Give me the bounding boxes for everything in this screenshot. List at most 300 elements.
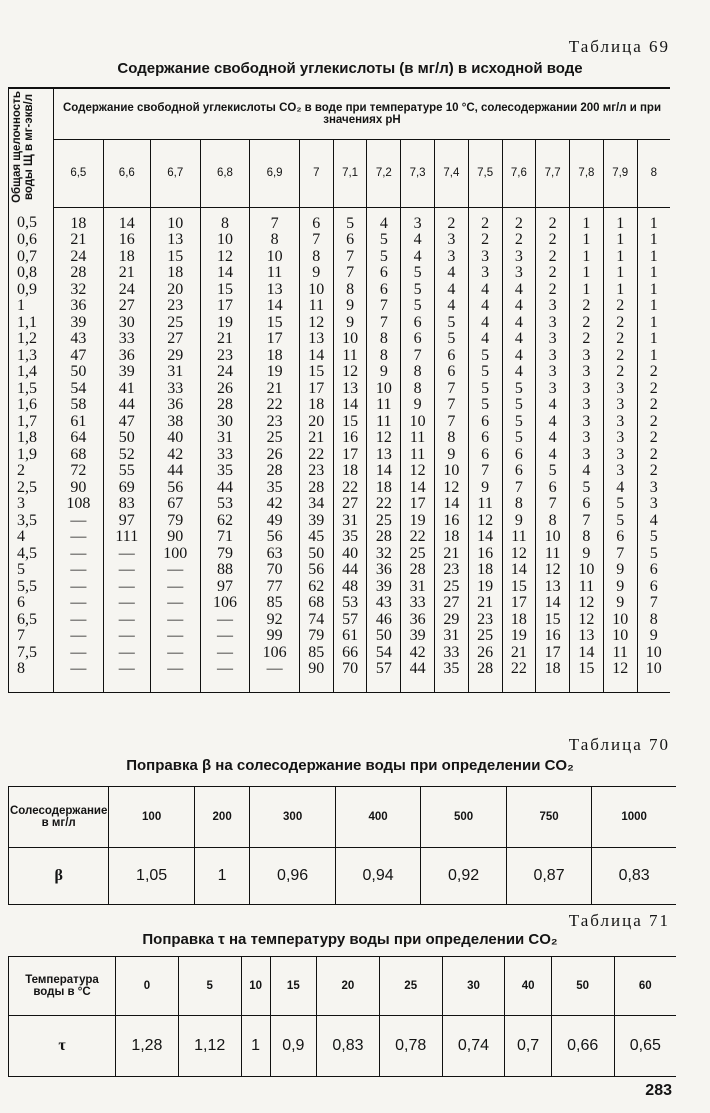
co2-value-cell: 33 xyxy=(434,645,468,662)
co2-value-cell: 18 xyxy=(502,612,536,629)
co2-value-cell: 17 xyxy=(536,645,570,662)
co2-value-cell: 3 xyxy=(434,232,468,249)
co2-value-cell: 35 xyxy=(250,480,300,497)
co2-value-cell: 3 xyxy=(502,249,536,266)
co2-value-cell: 12 xyxy=(468,513,502,530)
temperature-header-cell: 60 xyxy=(614,957,676,1016)
co2-value-cell: 28 xyxy=(367,529,401,546)
co2-value-cell: 33 xyxy=(200,447,250,464)
table-69 xyxy=(8,87,670,693)
alkalinity-cell: 0,8 xyxy=(9,265,54,282)
co2-value-cell: 71 xyxy=(200,529,250,546)
co2-value-cell: 10 xyxy=(299,282,333,299)
co2-value-cell: — xyxy=(200,612,250,629)
co2-value-cell: 2 xyxy=(649,379,658,397)
co2-value-cell: 55 xyxy=(103,463,150,480)
co2-value-cell: 5 xyxy=(502,397,536,414)
co2-value-cell: 85 xyxy=(299,645,333,662)
co2-value-cell: 36 xyxy=(103,348,150,365)
temperature-header-cell: 30 xyxy=(442,957,505,1016)
table-row xyxy=(9,381,671,398)
ph-header-cell: 7,2 xyxy=(367,140,401,207)
co2-value-cell: 4 xyxy=(603,480,637,497)
co2-value-cell: 42 xyxy=(401,645,435,662)
co2-value-cell: 7 xyxy=(434,381,468,398)
table-row xyxy=(9,397,671,414)
co2-value-cell: — xyxy=(54,661,104,692)
co2-value-cell: 31 xyxy=(333,513,367,530)
co2-value-cell: 21 xyxy=(299,430,333,447)
co2-value-cell: 7 xyxy=(570,513,604,530)
co2-value-cell: 31 xyxy=(434,628,468,645)
beta-value-row xyxy=(9,848,677,905)
salinity-header-cell: 300 xyxy=(250,787,335,848)
ph-header-cell: 7,5 xyxy=(468,140,502,207)
table-row xyxy=(9,562,671,579)
co2-value-cell: 56 xyxy=(250,529,300,546)
co2-value-cell: 52 xyxy=(103,447,150,464)
co2-value-cell: 22 xyxy=(333,480,367,497)
co2-value-cell: 11 xyxy=(536,546,570,563)
co2-value-cell: 1 xyxy=(570,207,604,232)
co2-value-cell: 2 xyxy=(570,298,604,315)
co2-value-cell: 4 xyxy=(570,463,604,480)
co2-value-cell: 28 xyxy=(54,265,104,282)
table-row xyxy=(9,579,671,596)
co2-value-cell: 5 xyxy=(502,414,536,431)
alkalinity-cell: 2 xyxy=(9,463,54,480)
co2-value-cell: 2 xyxy=(649,429,658,446)
alkalinity-cell: 6 xyxy=(9,595,54,612)
co2-value-cell: 14 xyxy=(570,645,604,662)
alkalinity-cell: 0,6 xyxy=(9,232,54,249)
co2-value-cell: 7 xyxy=(468,463,502,480)
co2-value-cell: 30 xyxy=(200,414,250,431)
co2-value-cell: 56 xyxy=(150,480,200,497)
co2-value-cell: 2 xyxy=(536,249,570,266)
co2-value-cell: 2 xyxy=(649,412,658,430)
co2-value-cell: 3 xyxy=(502,265,536,282)
co2-content-header: Содержание свободной углекислоты CO₂ в воде при температуре 10 °C, солесодержании 200 мг/л и при значениях pH xyxy=(54,88,671,140)
co2-value-cell: 14 xyxy=(200,265,250,282)
co2-value-cell: 28 xyxy=(468,661,502,692)
co2-value-cell: 14 xyxy=(367,463,401,480)
co2-value-cell: 58 xyxy=(54,397,104,414)
co2-value-cell: — xyxy=(103,628,150,645)
co2-value-cell: 97 xyxy=(200,579,250,596)
co2-value-cell: 8 xyxy=(401,364,435,381)
co2-value-cell: 9 xyxy=(502,513,536,530)
co2-value-cell: 5 xyxy=(401,298,435,315)
co2-value-cell: 7 xyxy=(434,414,468,431)
co2-value-cell: 13 xyxy=(570,628,604,645)
co2-value-cell: 106 xyxy=(200,595,250,612)
co2-value-cell: — xyxy=(150,645,200,662)
co2-value-cell: 3 xyxy=(603,430,637,447)
temperature-header-cell: 40 xyxy=(505,957,551,1016)
table-row xyxy=(9,348,671,365)
table-70 xyxy=(8,786,676,905)
co2-value-cell: 19 xyxy=(468,579,502,596)
table-row xyxy=(9,628,671,645)
co2-value-cell: 3 xyxy=(570,381,604,398)
alkalinity-header: Общая щелочность воды Щ в мг-экв/л xyxy=(9,88,54,207)
co2-value-cell: 4 xyxy=(468,315,502,332)
ph-header-cell: 6,7 xyxy=(150,140,200,207)
co2-value-cell: 18 xyxy=(434,529,468,546)
co2-value-cell: 13 xyxy=(333,381,367,398)
co2-value-cell: 13 xyxy=(150,232,200,249)
ph-header-cell: 7 xyxy=(299,140,333,207)
co2-value-cell: 11 xyxy=(468,496,502,513)
co2-value-cell: 20 xyxy=(299,414,333,431)
co2-value-cell: 4 xyxy=(468,331,502,348)
co2-value-cell: 23 xyxy=(468,612,502,629)
co2-value-cell: 3 xyxy=(603,414,637,431)
ph-header-cell: 6,9 xyxy=(250,140,300,207)
co2-value-cell: 2 xyxy=(536,265,570,282)
co2-value-cell: 11 xyxy=(333,348,367,365)
tau-value-cell: 1 xyxy=(241,1016,270,1077)
co2-value-cell: 4 xyxy=(468,298,502,315)
co2-value-cell: 8 xyxy=(333,282,367,299)
co2-value-cell: 35 xyxy=(200,463,250,480)
co2-value-cell: 18 xyxy=(333,463,367,480)
co2-value-cell: 11 xyxy=(502,529,536,546)
co2-value-cell: 14 xyxy=(103,207,150,232)
co2-value-cell: 14 xyxy=(468,529,502,546)
co2-value-cell: 40 xyxy=(150,430,200,447)
co2-value-cell: 53 xyxy=(200,496,250,513)
ph-header-cell: 6,8 xyxy=(200,140,250,207)
co2-value-cell: 63 xyxy=(250,546,300,563)
co2-value-cell: 32 xyxy=(367,546,401,563)
table-row xyxy=(9,661,671,692)
co2-value-cell: 31 xyxy=(200,430,250,447)
co2-value-cell: 4 xyxy=(401,249,435,266)
co2-value-cell: 67 xyxy=(150,496,200,513)
co2-value-cell: 9 xyxy=(333,298,367,315)
alkalinity-cell: 1,7 xyxy=(9,414,54,431)
co2-value-cell: 19 xyxy=(250,364,300,381)
alkalinity-cell: 6,5 xyxy=(9,612,54,629)
co2-value-cell: — xyxy=(103,661,150,692)
co2-value-cell: 29 xyxy=(150,348,200,365)
co2-value-cell: 3 xyxy=(536,298,570,315)
salinity-header-cell: 750 xyxy=(506,787,591,848)
co2-value-cell: — xyxy=(150,579,200,596)
co2-value-cell: 25 xyxy=(367,513,401,530)
co2-value-cell: 4 xyxy=(536,414,570,431)
co2-value-cell: 12 xyxy=(401,463,435,480)
co2-value-cell: 18 xyxy=(536,661,570,692)
co2-value-cell: 3 xyxy=(536,348,570,365)
co2-value-cell: 21 xyxy=(502,645,536,662)
co2-value-cell: 3 xyxy=(570,364,604,381)
co2-value-cell: 4 xyxy=(502,315,536,332)
alkalinity-cell: 1,2 xyxy=(9,331,54,348)
table-70-label: Таблица 70 xyxy=(568,735,670,754)
co2-value-cell: 12 xyxy=(333,364,367,381)
salinity-header-cell: 200 xyxy=(194,787,250,848)
co2-value-cell: 8 xyxy=(502,496,536,513)
alkalinity-cell: 4,5 xyxy=(9,546,54,563)
alkalinity-cell: 3 xyxy=(9,496,54,513)
co2-value-cell: 2 xyxy=(649,363,658,380)
co2-value-cell: 1 xyxy=(603,249,637,266)
co2-value-cell: — xyxy=(54,513,104,530)
co2-value-cell: 13 xyxy=(250,282,300,299)
co2-value-cell: 11 xyxy=(401,447,435,464)
co2-value-cell: 50 xyxy=(54,364,104,381)
co2-value-cell: 50 xyxy=(367,628,401,645)
co2-value-cell: 36 xyxy=(54,298,104,315)
co2-value-cell: 6 xyxy=(333,232,367,249)
co2-value-cell: 4 xyxy=(536,430,570,447)
co2-value-cell: 33 xyxy=(103,331,150,348)
co2-value-cell: 3 xyxy=(649,478,658,496)
co2-value-cell: 17 xyxy=(401,496,435,513)
co2-value-cell: 4 xyxy=(367,207,401,232)
table-row xyxy=(9,480,671,497)
co2-value-cell: 56 xyxy=(299,562,333,579)
co2-value-cell: 7 xyxy=(250,207,300,232)
alkalinity-cell: 0,5 xyxy=(9,207,54,232)
table-row xyxy=(9,298,671,315)
co2-value-cell: 14 xyxy=(434,496,468,513)
co2-value-cell: 5 xyxy=(468,397,502,414)
co2-value-cell: 47 xyxy=(103,414,150,431)
tau-value-cell: 1,12 xyxy=(178,1016,241,1077)
co2-value-cell: 1 xyxy=(649,346,658,364)
tau-value-cell: 0,78 xyxy=(379,1016,442,1077)
co2-value-cell: 85 xyxy=(250,595,300,612)
co2-value-cell: 12 xyxy=(434,480,468,497)
co2-value-cell: 44 xyxy=(200,480,250,497)
co2-value-cell: 45 xyxy=(299,529,333,546)
co2-value-cell: 16 xyxy=(333,430,367,447)
beta-value-cell: 0,96 xyxy=(250,848,335,905)
alkalinity-cell: 2,5 xyxy=(9,480,54,497)
co2-value-cell: 7 xyxy=(367,298,401,315)
co2-value-cell: 3 xyxy=(570,414,604,431)
alkalinity-cell: 7 xyxy=(9,628,54,645)
tau-value-cell: 0,65 xyxy=(629,1037,661,1054)
co2-value-cell: 21 xyxy=(250,381,300,398)
tau-symbol: τ xyxy=(9,1016,116,1077)
co2-value-cell: 77 xyxy=(250,579,300,596)
tau-value-cell: 0,74 xyxy=(442,1016,505,1077)
co2-value-cell: — xyxy=(150,628,200,645)
co2-value-cell: — xyxy=(54,612,104,629)
co2-value-cell: 54 xyxy=(367,645,401,662)
co2-value-cell: 2 xyxy=(468,207,502,232)
co2-value-cell: 88 xyxy=(200,562,250,579)
co2-value-cell: 7 xyxy=(434,397,468,414)
co2-value-cell: 1 xyxy=(570,232,604,249)
co2-value-cell: 19 xyxy=(401,513,435,530)
co2-value-cell: 18 xyxy=(468,562,502,579)
co2-value-cell: 18 xyxy=(250,348,300,365)
table-row xyxy=(9,265,671,282)
co2-value-cell: 10 xyxy=(250,249,300,266)
alkalinity-cell: 5 xyxy=(9,562,54,579)
table-row xyxy=(9,612,671,629)
co2-value-cell: 7 xyxy=(401,348,435,365)
co2-value-cell: 15 xyxy=(502,579,536,596)
co2-value-cell: 10 xyxy=(367,381,401,398)
co2-value-cell: — xyxy=(54,595,104,612)
co2-value-cell: 35 xyxy=(333,529,367,546)
co2-value-cell: 27 xyxy=(333,496,367,513)
tau-value-cell: 0,7 xyxy=(505,1016,551,1077)
alkalinity-cell: 5,5 xyxy=(9,579,54,596)
co2-value-cell: 1 xyxy=(649,297,658,314)
co2-value-cell: 5 xyxy=(603,513,637,530)
co2-value-cell: 11 xyxy=(367,397,401,414)
co2-value-cell: — xyxy=(103,579,150,596)
co2-value-cell: 11 xyxy=(250,265,300,282)
co2-value-cell: 5 xyxy=(603,496,637,513)
co2-value-cell: 43 xyxy=(54,331,104,348)
co2-value-cell: 2 xyxy=(468,232,502,249)
co2-value-cell: — xyxy=(54,529,104,546)
co2-value-cell: 108 xyxy=(54,496,104,513)
table-69-label: Таблица 69 xyxy=(568,37,670,56)
table-70-title: Поправка β на солесодержание воды при определении CO₂ xyxy=(126,757,574,774)
co2-value-cell: 13 xyxy=(536,579,570,596)
co2-value-cell: 42 xyxy=(250,496,300,513)
co2-value-cell: 3 xyxy=(649,495,658,512)
co2-value-cell: 27 xyxy=(103,298,150,315)
co2-value-cell: 4 xyxy=(401,232,435,249)
co2-value-cell: 3 xyxy=(536,315,570,332)
co2-value-cell: 25 xyxy=(250,430,300,447)
ph-header-cell: 7,3 xyxy=(401,140,435,207)
co2-value-cell: 9 xyxy=(401,397,435,414)
co2-value-cell: 9 xyxy=(603,562,637,579)
co2-value-cell: 1 xyxy=(570,282,604,299)
table-row xyxy=(9,282,671,299)
co2-value-cell: 28 xyxy=(299,480,333,497)
co2-value-cell: 23 xyxy=(434,562,468,579)
co2-value-cell: 4 xyxy=(502,298,536,315)
alkalinity-cell: 1,9 xyxy=(9,447,54,464)
co2-value-cell: 6 xyxy=(299,207,333,232)
co2-value-cell: 10 xyxy=(434,463,468,480)
co2-value-cell: 2 xyxy=(649,462,658,479)
co2-value-cell: 5 xyxy=(649,544,658,562)
co2-value-cell: 1 xyxy=(570,249,604,266)
ph-header-cell: 6,6 xyxy=(103,140,150,207)
alkalinity-cell: 0,7 xyxy=(9,249,54,266)
co2-value-cell: 21 xyxy=(200,331,250,348)
beta-value-cell: 0,87 xyxy=(506,848,591,905)
co2-value-cell: 12 xyxy=(502,546,536,563)
alkalinity-cell: 1,6 xyxy=(9,397,54,414)
co2-value-cell: 5 xyxy=(333,207,367,232)
co2-value-cell: 25 xyxy=(468,628,502,645)
co2-value-cell: 13 xyxy=(367,447,401,464)
co2-value-cell: 31 xyxy=(150,364,200,381)
co2-value-cell: 5 xyxy=(536,463,570,480)
co2-value-cell: 44 xyxy=(401,661,435,692)
co2-value-cell: 10 xyxy=(570,562,604,579)
co2-value-cell: 9 xyxy=(367,364,401,381)
co2-value-cell: 1 xyxy=(649,231,658,248)
alkalinity-cell: 1,8 xyxy=(9,430,54,447)
salinity-header-cell: 100 xyxy=(109,787,194,848)
co2-value-cell: 6 xyxy=(434,348,468,365)
co2-value-cell: 5 xyxy=(502,381,536,398)
co2-value-cell: 68 xyxy=(54,447,104,464)
co2-value-cell: 61 xyxy=(333,628,367,645)
co2-value-cell: 3 xyxy=(570,430,604,447)
co2-value-cell: 1 xyxy=(603,282,637,299)
co2-value-cell: 5 xyxy=(367,249,401,266)
co2-value-cell: 12 xyxy=(603,661,637,692)
co2-value-cell: 5 xyxy=(468,381,502,398)
co2-value-cell: 8 xyxy=(299,249,333,266)
co2-value-cell: 2 xyxy=(603,315,637,332)
co2-value-cell: 79 xyxy=(299,628,333,645)
table-71-label: Таблица 71 xyxy=(568,911,670,930)
co2-value-cell: 21 xyxy=(434,546,468,563)
co2-value-cell: 7 xyxy=(536,496,570,513)
co2-value-cell: 1 xyxy=(649,313,658,331)
co2-value-cell: 1 xyxy=(603,207,637,232)
co2-value-cell: 106 xyxy=(250,645,300,662)
co2-value-cell: 3 xyxy=(603,463,637,480)
co2-value-cell: 11 xyxy=(367,414,401,431)
co2-value-cell: 5 xyxy=(468,364,502,381)
ph-header-cell: 6,5 xyxy=(54,140,104,207)
co2-value-cell: 19 xyxy=(200,315,250,332)
co2-value-cell: 39 xyxy=(54,315,104,332)
co2-value-cell: 9 xyxy=(603,595,637,612)
co2-value-cell: — xyxy=(150,661,200,692)
co2-value-cell: — xyxy=(103,612,150,629)
alkalinity-cell: 8 xyxy=(9,661,54,692)
co2-value-cell: 6 xyxy=(401,315,435,332)
temperature-header-cell: 0 xyxy=(116,957,179,1016)
alkalinity-cell: 3,5 xyxy=(9,513,54,530)
co2-value-cell: 57 xyxy=(333,612,367,629)
temperature-caption: Температура воды в °C xyxy=(9,957,116,1016)
co2-value-cell: 35 xyxy=(434,661,468,692)
co2-value-cell: 8 xyxy=(367,331,401,348)
ph-header-cell: 7,7 xyxy=(536,140,570,207)
co2-value-cell: 53 xyxy=(333,595,367,612)
co2-value-cell: 30 xyxy=(103,315,150,332)
co2-value-cell: 3 xyxy=(603,381,637,398)
co2-value-cell: 24 xyxy=(103,282,150,299)
co2-value-cell: 48 xyxy=(333,579,367,596)
co2-value-cell: 8 xyxy=(570,529,604,546)
co2-value-cell: 47 xyxy=(54,348,104,365)
co2-value-cell: 100 xyxy=(150,546,200,563)
salinity-header-cell: 400 xyxy=(335,787,420,848)
co2-value-cell: 9 xyxy=(434,447,468,464)
ph-header-row xyxy=(9,140,671,207)
tau-value-cell: 0,83 xyxy=(317,1016,380,1077)
co2-value-cell: 10 xyxy=(603,628,637,645)
co2-value-cell: 8 xyxy=(367,348,401,365)
co2-value-cell: 25 xyxy=(401,546,435,563)
table-row xyxy=(9,364,671,381)
co2-value-cell: — xyxy=(200,661,250,692)
co2-value-cell: 26 xyxy=(250,447,300,464)
